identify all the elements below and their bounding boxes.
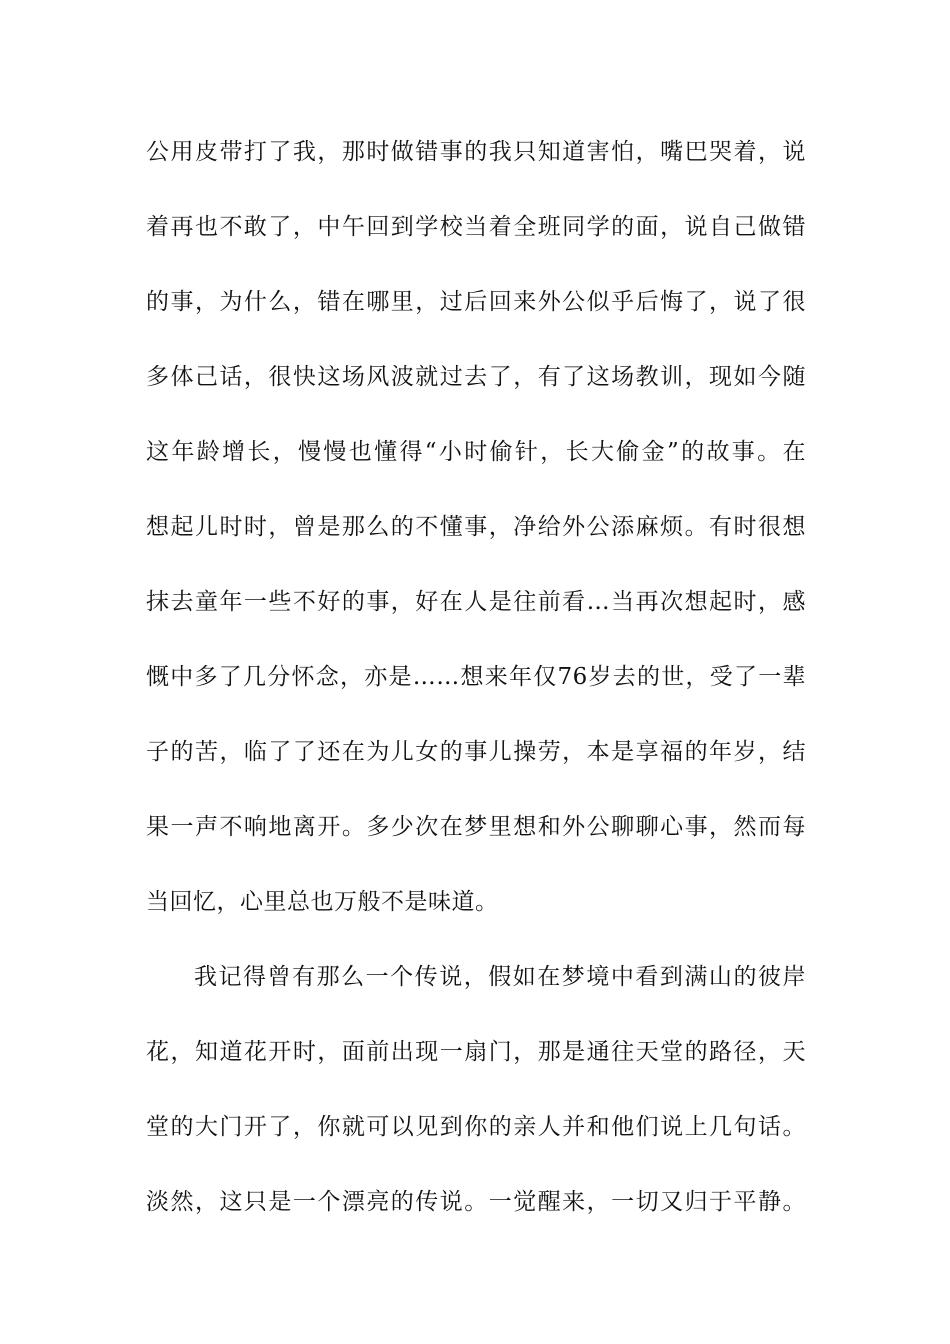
paragraph-1-line-11: 当回忆，心里总也万般不是味道。	[146, 889, 499, 915]
paragraph-1-line-2: 着再也不敢了，中午回到学校当着全班同学的面，说自己做错	[146, 214, 806, 240]
paragraph-1-line-4: 多体己话，很快这场风波就过去了，有了这场教训，现如今随	[146, 364, 806, 390]
paragraph-1-line-5: 这年龄增长，慢慢也懂得“小时偷针，长大偷金”的故事。在	[146, 439, 806, 465]
paragraph-1-line-9: 子的苦，临了了还在为儿女的事儿操劳，本是享福的年岁，结	[146, 739, 806, 765]
paragraph-1-line-3: 的事，为什么，错在哪里，过后回来外公似乎后悔了，说了很	[146, 289, 806, 315]
paragraph-1-line-1: 公用皮带打了我，那时做错事的我只知道害怕，嘴巴哭着，说	[146, 139, 806, 165]
paragraph-1-line-6: 想起儿时时，曾是那么的不懂事，净给外公添麻烦。有时很想	[146, 514, 806, 540]
paragraph-2-line-4: 淡然，这只是一个漂亮的传说。一觉醒来，一切又归于平静。	[146, 1189, 806, 1215]
paragraph-1-line-10: 果一声不响地离开。多少次在梦里想和外公聊聊心事，然而每	[146, 814, 806, 840]
paragraph-1-line-8: 慨中多了几分怀念，亦是……想来年仅76岁去的世，受了一辈	[146, 664, 806, 690]
paragraph-2-line-1: 我记得曾有那么一个传说，假如在梦境中看到满山的彼岸	[194, 964, 806, 990]
paragraph-2-line-2: 花，知道花开时，面前出现一扇门，那是通往天堂的路径，天	[146, 1039, 806, 1065]
paragraph-1-line-7: 抹去童年一些不好的事，好在人是往前看…当再次想起时，感	[146, 589, 806, 615]
paragraph-2-line-3: 堂的大门开了，你就可以见到你的亲人并和他们说上几句话。	[146, 1114, 806, 1140]
